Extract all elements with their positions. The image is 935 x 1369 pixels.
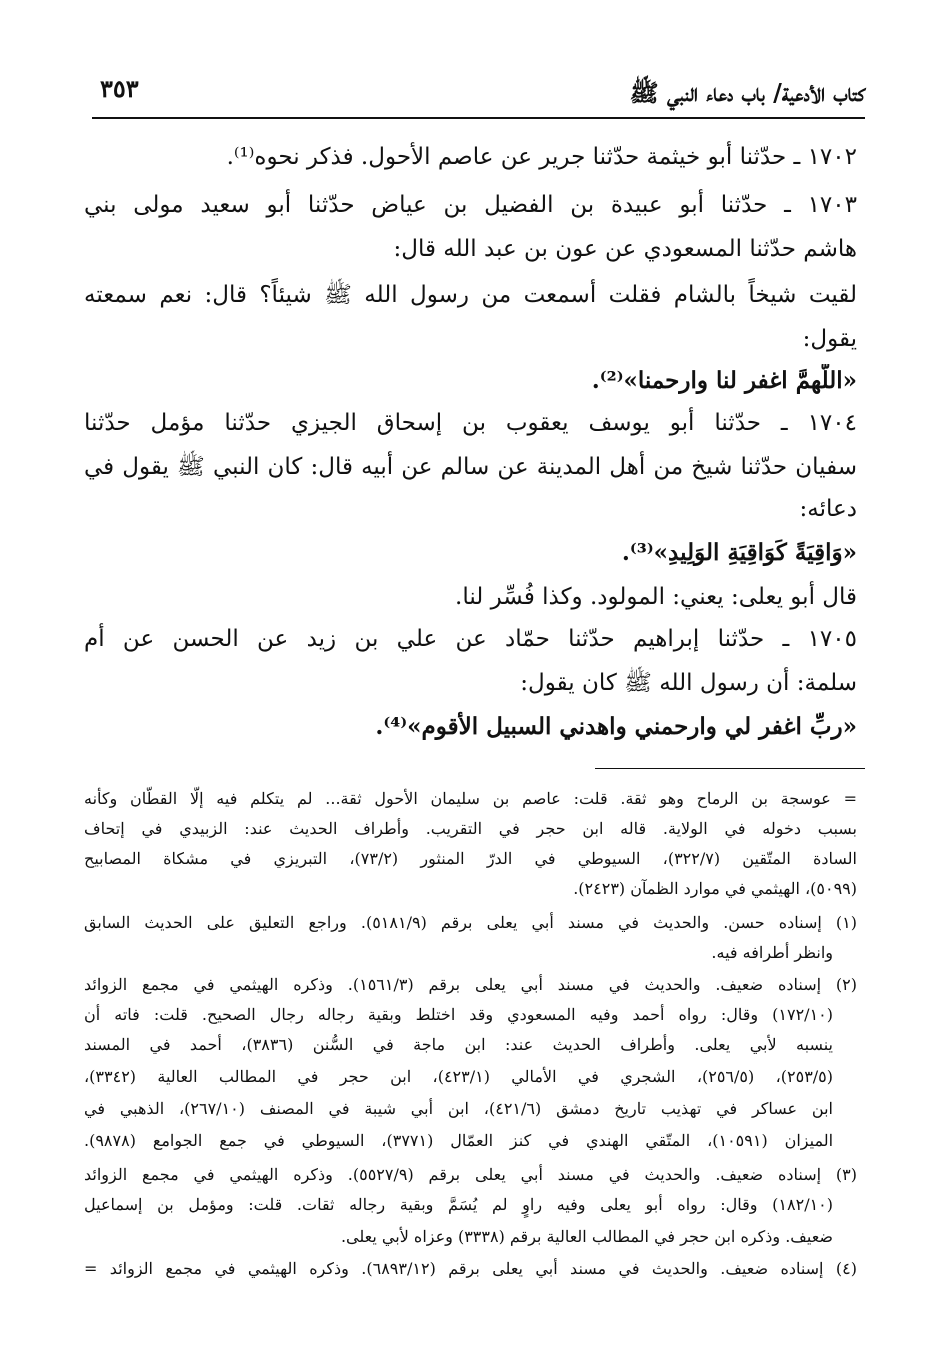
hadith-1703-line-3: لقيت شيخاً بالشام فقلت أسمعت من رسول الله ﷺ شيئاً؟ قال: نعم سمعته [84, 282, 857, 308]
footnote-2-line-6: الميزان (١٠٥٩١)، المتّقي الهندي في كنز العمّال (٣٧٧١)، السيوطي في جمع الجوامع (٩٨٧٨). [84, 1131, 833, 1150]
hadith-1704-line-1: ١٧٠٤ ـ حدّثنا أبو يوسف يعقوب بن إسحاق الجيزي حدّثنا مؤمل حدّثنا [84, 410, 857, 436]
footnote-1-line-1: (١) إسناده حسن. والحديث في مسند أبي يعلى برقم (٥١٨١/٩). وراجع التعليق على الحديث السابق [84, 913, 857, 932]
footnote-2-line-1: (٢) إسناده ضعيف. والحديث في مسند أبي يعلى برقم (١٥٦١/٣). وذكره الهيثمي في مجمع الزوائد [84, 975, 857, 994]
footnote-continued-line-3: السادة المتّقين (٣٢٢/٧)، السيوطي في الدرّ المنثور (٧٣/٢)، التبريزي في مشكاة المصابيح [84, 849, 857, 868]
footnote-3-line-2: (١٨٢/١٠) وقال: رواه أبو يعلى وفيه راوٍ لم يُسَمَّ وبقية رجاله ثقات. قلت: ومؤمل بن إسماعيل [84, 1195, 833, 1214]
abu-yala-comment: قال أبو يعلى: يعني: المولود. وكذا فُسِّر لنا. [455, 584, 857, 610]
footnote-2-line-3: ينسبه لأبي يعلى. وأطراف الحديث عند: ابن ماجة في السُّنن (٣٨٣٦)، أحمد في المسند [84, 1035, 833, 1054]
dua-text-4: «ربِّ اغفر لي وارحمني واهدني السبيل الأقوم»⁽⁴⁾. [375, 713, 857, 740]
hadith-1705-line-1: ١٧٠٥ ـ حدّثنا إبراهيم حدّثنا حمّاد عن علي بن زيد عن الحسن عن أم [84, 626, 857, 652]
footnote-3-line-1: (٣) إسناده ضعيف. والحديث في مسند أبي يعلى برقم (٥٥٢٧/٩). وذكره الهيثمي في مجمع الزوائد [84, 1165, 857, 1184]
footnote-continued-line-4: (٥٠٩٩)، الهيثمي في موارد الظمآن (٢٤٢٣). [573, 879, 857, 898]
header-rule [92, 117, 865, 119]
hadith-1702-line: ١٧٠٢ ـ حدّثنا أبو خيثمة حدّثنا جرير عن عاصم الأحول. فذكر نحوه⁽¹⁾. [226, 144, 857, 170]
footnote-separator [595, 768, 865, 769]
dua-text-3: «وَاقِيَةً كَوَاقِيَةِ الوَلِيدِ»⁽³⁾. [621, 539, 857, 566]
page-number: ٣٥٣ [100, 74, 139, 103]
footnote-continued-line-1: = عوسجة بن الرماح وهو ثقة. قلت: عاصم بن سليمان الأحول ثقة... لم يتكلم فيه إلّا القطّان وكأنه [84, 789, 857, 808]
hadith-1703-line-4: يقول: [802, 326, 857, 352]
footnote-2-line-4: (٢٥٣/٥)، (٢٥٦/٥)، الشجري في الأمالي (٤٢٣/١)، ابن حجر في المطالب العالية (٣٣٤٢)، [84, 1067, 833, 1086]
footnote-1-line-2: وانظر أطرافه فيه. [711, 943, 833, 962]
footnote-2-line-2: (١٧٢/١٠) وقال: رواه أحمد وفيه المسعودي وقد اختلط وبقية رجاله رجال الصحيح. قلت: فاته أن [84, 1005, 833, 1024]
hadith-1705-line-2: سلمة: أن رسول الله ﷺ كان يقول: [520, 670, 857, 696]
footnote-continued-line-2: بسبب دخوله في الولاية. قاله ابن حجر في التقريب. وأطراف الحديث عند: الزبيدي في إتحاف [84, 819, 857, 838]
dua-text-2: «اللّهمَّ اغفر لنا وارحمنا»⁽²⁾. [591, 367, 857, 394]
footnote-4-line-1: (٤) إسناده ضعيف. والحديث في مسند أبي يعلى برقم (٦٨٩٣/١٢). وذكره الهيثمي في مجمع الزوائد = [84, 1259, 857, 1278]
hadith-1703-line-2: هاشم حدّثنا المسعودي عن عون بن عبد الله قال: [393, 236, 857, 262]
footnote-3-line-3: ضعيف. وذكره ابن حجر في المطالب العالية برقم (٣٣٣٨) وعزاه لأبي يعلى. [340, 1227, 833, 1246]
hadith-1704-line-3: دعائه: [799, 496, 857, 522]
footnote-2-line-5: ابن عساكر في تهذيب تاريخ دمشق (٤٢١/٦)، ابن أبي شيبة في المصنف (٢٦٧/١٠)، الذهبي في [84, 1099, 833, 1118]
hadith-1704-line-2: سفيان حدّثنا شيخ من أهل المدينة عن سالم عن أبيه قال: كان النبي ﷺ يقول في [84, 454, 857, 480]
hadith-1703-line-1: ١٧٠٣ ـ حدّثنا أبو عبيدة بن الفضيل بن عياض حدّثنا أبو سعيد مولى بني [84, 192, 857, 218]
running-header-title: كتاب الأدعية/ باب دعاء النبي ﷺ [629, 78, 865, 107]
